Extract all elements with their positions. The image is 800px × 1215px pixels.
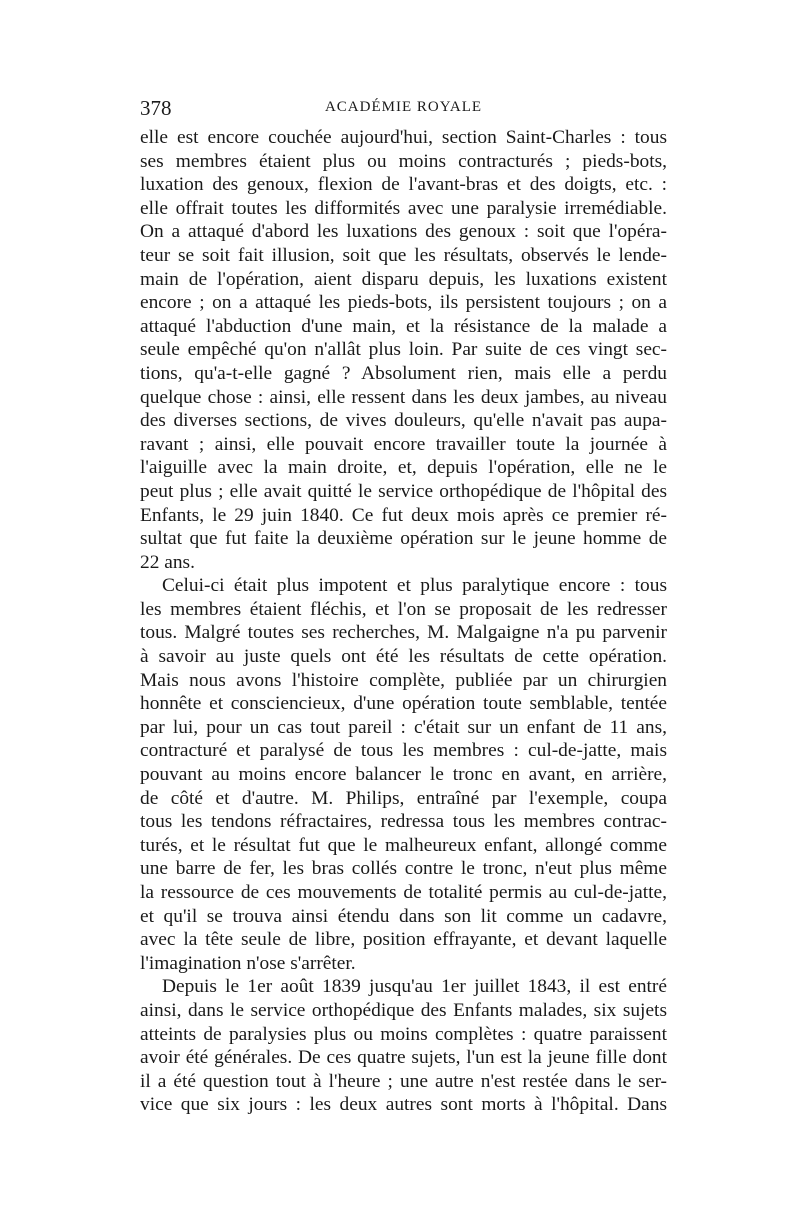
text-line: la ressource de ces mouvements de totalité permis au cul-de-jatte, <box>140 882 667 903</box>
text-line: à savoir au juste quels ont été les résultats de cette opération. <box>140 646 667 668</box>
text-line: avec la tête seule de libre, position effrayante, et devant laquelle <box>140 929 667 951</box>
text-line: tous. Malgré toutes ses recherches, M. Malgaigne n'a pu parvenir <box>140 622 667 644</box>
body-text <box>140 126 667 1117</box>
text-line: attaqué l'abduction d'une main, et la résistance de la malade a <box>140 315 667 337</box>
text-line: honnête et consciencieux, d'une opération toute semblable, tentée <box>140 693 667 715</box>
book-page <box>140 96 667 1117</box>
text-line: Depuis le 1er août 1839 jusqu'au 1er juillet 1843, il est entré <box>162 976 667 998</box>
text-line: Celui-ci était plus impotent et plus paralytique encore : tous <box>162 575 667 597</box>
text-line: atteints de paralysies plus ou moins complètes : quatre paraissent <box>140 1023 667 1045</box>
text-line: et qu'il se trouva ainsi étendu dans son lit comme un cadavre, <box>140 905 667 927</box>
text-line: l'aiguille avec la main droite, et, depuis l'opération, elle ne le <box>140 457 667 479</box>
text-line: quelque chose : ainsi, elle ressent dans les deux jambes, au niveau <box>140 386 667 408</box>
text-line: tions, qu'a-t-elle gagné ? Absolument rien, mais elle a perdu <box>140 362 667 384</box>
text-line: contracturé et paralysé de tous les membres : cul-de-jatte, mais <box>140 740 667 762</box>
text-line: les membres étaient fléchis, et l'on se proposait de les redresser <box>140 598 667 620</box>
text-line: elle offrait toutes les difformités avec une paralysie irremédiable. <box>140 197 667 219</box>
text-line: une barre de fer, les bras collés contre le tronc, n'eut plus même <box>140 858 667 880</box>
running-title: ACADÉMIE ROYALE <box>324 99 483 115</box>
text-line: seule empêché qu'on n'allât plus loin. Par suite de ces vingt sec- <box>140 339 667 361</box>
paragraph-2 <box>140 574 667 975</box>
paragraph-3 <box>140 975 667 1117</box>
text-line: pouvant au moins encore balancer le tronc en avant, en arrière, <box>140 764 667 786</box>
text-line: turés, et le résultat fut que le malheureux enfant, allongé comme <box>140 834 667 856</box>
text-line: luxation des genoux, flexion de l'avant-bras et des doigts, etc. : <box>140 174 667 196</box>
paragraph-1 <box>140 126 667 574</box>
text-line: tous les tendons réfractaires, redressa tous les membres contrac- <box>140 811 667 833</box>
text-line: ravant ; ainsi, elle pouvait encore travailler toute la journée à <box>140 433 667 455</box>
text-line: de côté et d'autre. M. Philips, entraîné par l'exemple, coupa <box>140 787 667 809</box>
text-line: par lui, pour un cas tout pareil : c'était sur un enfant de 11 ans, <box>140 716 667 738</box>
text-line: peut plus ; elle avait quitté le service orthopédique de l'hôpital des <box>140 480 667 502</box>
text-line: Mais nous avons l'histoire complète, publiée par un chirurgien <box>140 669 667 691</box>
text-line: encore ; on a attaqué les pieds-bots, ils persistent toujours ; on a <box>140 292 667 314</box>
text-line: main de l'opération, aient disparu depuis, les luxations existent <box>140 268 667 290</box>
text-line: sultat que fut faite la deuxième opération sur le jeune homme de <box>140 528 667 550</box>
text-line: elle est encore couchée aujourd'hui, section Saint-Charles : tous <box>140 127 667 148</box>
text-line: Enfants, le 29 juin 1840. Ce fut deux mois après ce premier ré- <box>140 504 667 526</box>
text-line: ainsi, dans le service orthopédique des Enfants malades, six sujets <box>140 999 667 1021</box>
text-line: des diverses sections, de vives douleurs, qu'elle n'avait pas aupa- <box>140 410 667 432</box>
text-line: On a attaqué d'abord les luxations des genoux : soit que l'opéra- <box>140 221 667 243</box>
text-line: l'imagination n'ose s'arrêter. <box>140 952 356 974</box>
text-line: teur se soit fait illusion, soit que les résultats, observés le lende- <box>140 244 667 266</box>
text-line: 22 ans. <box>140 551 195 573</box>
text-line: avoir été générales. De ces quatre sujets, l'un est la jeune fille dont <box>140 1047 667 1069</box>
text-line: ses membres étaient plus ou moins contracturés ; pieds-bots, <box>140 150 667 172</box>
page-number: 378 <box>140 96 172 120</box>
running-head <box>140 96 667 126</box>
text-line: il a été question tout à l'heure ; une autre n'est restée dans le ser- <box>140 1070 667 1092</box>
text-line: vice que six jours : les deux autres sont morts à l'hôpital. Dans <box>140 1094 667 1116</box>
